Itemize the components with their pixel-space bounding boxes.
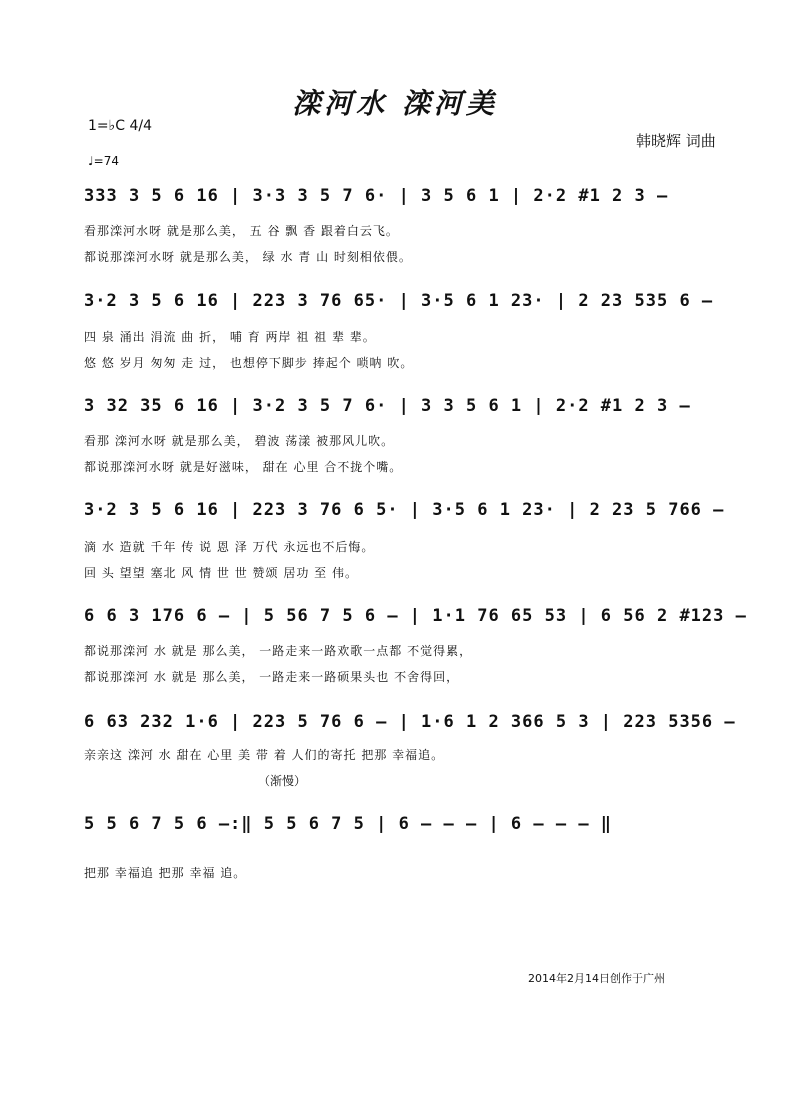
lyric-line-6-verse-1: 亲亲这 滦河 水 甜在 心里 美 带 着 人们的寄托 把那 幸福追。	[84, 748, 445, 762]
notation: 3 32 35 6 16 | 3·2 3 5 7 6· | 3 3 5 6 1 | 2·2 #1 2 3 –	[84, 396, 691, 416]
lyric-line-4-verse-1: 滴 水 造就 千年 传 说 恩 泽 万代 永远也不后悔。	[84, 540, 375, 554]
song-title: 滦河水 滦河美	[292, 87, 498, 120]
lyric-line-1-verse-2: 都说那滦河水呀 就是那么美， 绿 水 青 山 时刻相依偎。	[84, 250, 412, 264]
lyric-line-2-verse-1: 四 泉 涌出 涓流 曲 折， 哺 育 两岸 祖 祖 辈 辈。	[84, 330, 376, 344]
lyric-line-4-verse-2: 回 头 望望 塞北 风 情 世 世 赞颂 居功 至 伟。	[84, 566, 358, 580]
score-line-2	[84, 291, 734, 321]
key-signature: 1=♭C 4/4	[88, 118, 152, 134]
score-line-6	[84, 712, 734, 742]
lyric-line-1-verse-1: 看那滦河水呀 就是那么美， 五 谷 飘 香 跟着白云飞。	[84, 224, 399, 238]
lyric-line-5-verse-1: 都说那滦河 水 就是 那么美， 一路走来一路欢歌一点都 不觉得累，	[84, 644, 473, 658]
lyric-line-3-verse-1: 看那 滦河水呀 就是那么美， 碧波 荡漾 被那风儿吹。	[84, 434, 395, 448]
lyric-line-3-verse-2: 都说那滦河水呀 就是好滋味， 甜在 心里 合不拢个嘴。	[84, 460, 403, 474]
score-line-4	[84, 500, 734, 530]
score-line-7	[84, 814, 734, 844]
notation: 3·2 3 5 6 16 | 223 3 76 6 5· | 3·5 6 1 23· | 2 23 5 766 –	[84, 500, 725, 520]
creation-date-note: 2014年2月14日创作于广州	[528, 972, 665, 985]
lyric-line-7-verse-1: 把那 幸福追 把那 幸福 追。	[84, 866, 247, 880]
notation: 6 63 232 1·6 | 223 5 76 6 – | 1·6 1 2 366 5 3 | 223 5356 –	[84, 712, 736, 732]
lyric-line-2-verse-2: 悠 悠 岁月 匆匆 走 过， 也想停下脚步 捧起个 唢呐 吹。	[84, 356, 414, 370]
score-line-3	[84, 396, 734, 426]
notation: 6 6 3 176 6 – | 5 56 7 5 6 – | 1·1 76 65 53 | 6 56 2 #123 –	[84, 606, 747, 626]
composer-credit: 韩晓辉 词曲	[636, 132, 716, 150]
ritardando-mark: （渐慢）	[258, 774, 307, 788]
score-line-1	[84, 186, 734, 216]
score-line-5	[84, 606, 747, 636]
notation: 3·2 3 5 6 16 | 223 3 76 65· | 3·5 6 1 23· | 2 23 535 6 –	[84, 291, 714, 311]
lyric-line-5-verse-2: 都说那滦河 水 就是 那么美， 一路走来一路硕果头也 不舍得回，	[84, 670, 460, 684]
notation: 5 5 6 7 5 6 –:‖ 5 5 6 7 5 | 6 – – – | 6 – – – ‖	[84, 814, 613, 834]
notation: 333 3 5 6 16 | 3·3 3 5 7 6· | 3 5 6 1 | 2·2 #1 2 3 –	[84, 186, 669, 206]
tempo-mark: ♩=74	[88, 154, 119, 168]
